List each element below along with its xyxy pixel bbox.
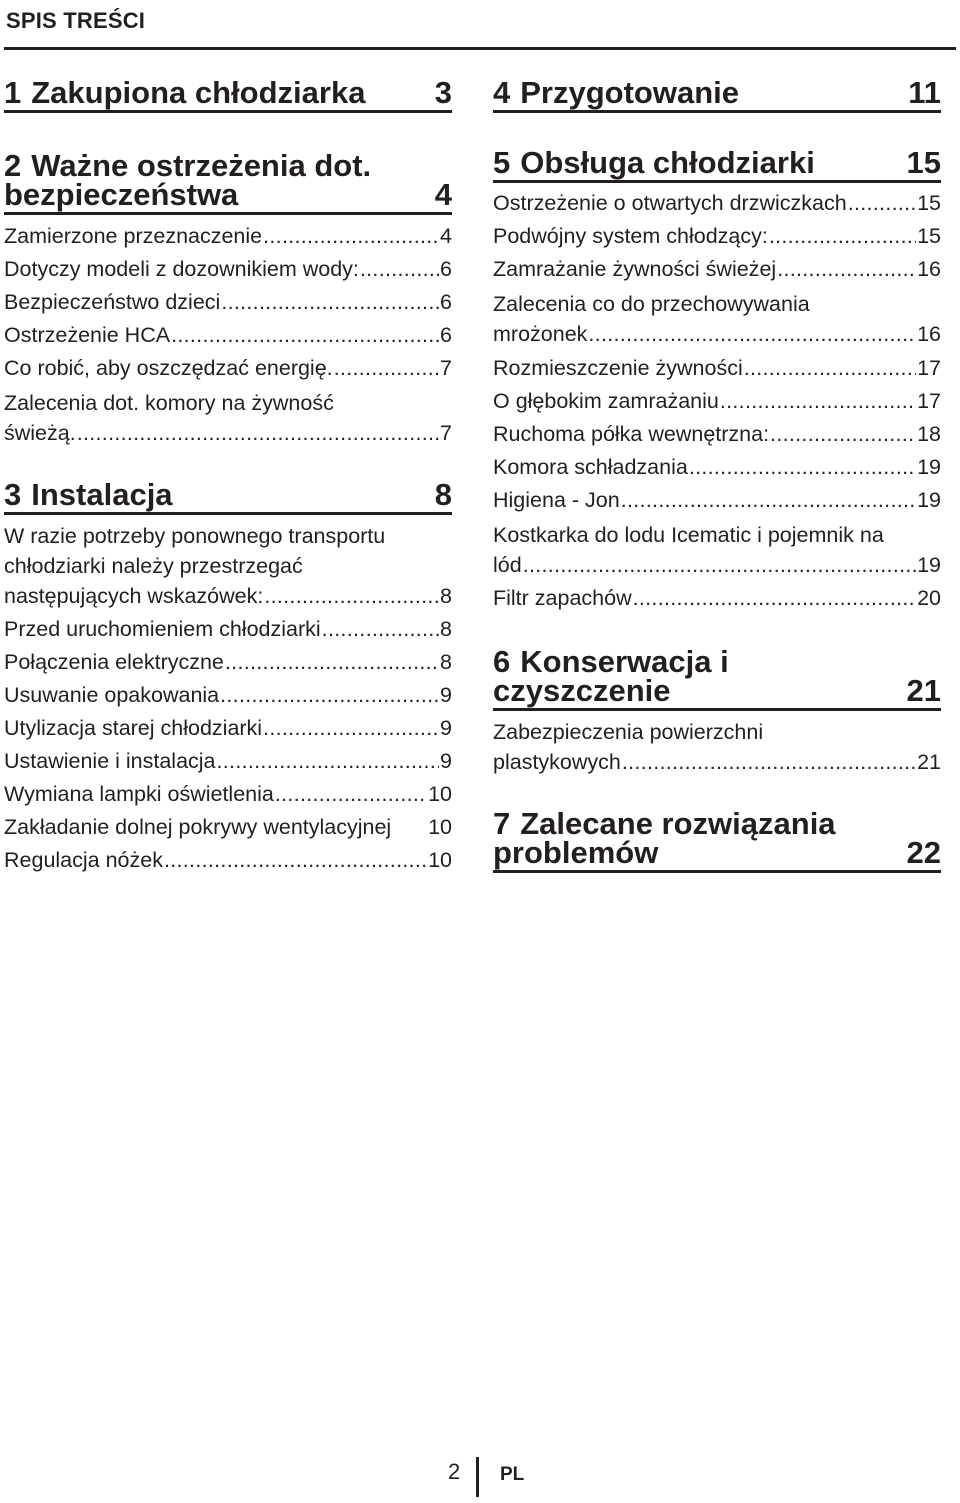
section-page: 4 [434, 177, 452, 212]
section-number: 7 [493, 806, 511, 841]
section-title-line2: bezpieczeństwa [4, 177, 239, 212]
toc-entry[interactable]: Wymiana lampki oświetlenia ..... 10 [4, 778, 452, 811]
toc-entry[interactable]: W razie potrzeby ponownego transportu chłodziarki należy przestrzegać następujących wskazówek: ..... 8 [4, 521, 452, 611]
section-page: 22 [906, 835, 941, 870]
toc-entry[interactable]: Przed uruchomieniem chłodziarki ..... 8 [4, 613, 452, 646]
toc-entry[interactable]: Dotyczy modeli z dozownikiem wody: ..... 6 [4, 253, 452, 286]
toc-entry[interactable]: Połączenia elektryczne ..... 8 [4, 646, 452, 679]
toc-entry[interactable]: Rozmieszczenie żywności ..... 17 [493, 352, 941, 385]
section-title-line2: problemów [493, 835, 659, 870]
section-page: 3 [434, 75, 452, 110]
toc-section-4[interactable] [493, 72, 941, 113]
section-number: 1 [4, 75, 22, 110]
toc-entry[interactable]: Ustawienie i instalacja ..... 9 [4, 745, 452, 778]
section-title: Zakupiona chłodziarka [31, 75, 366, 110]
toc-entry[interactable]: Ostrzeżenie HCA ..... 6 [4, 319, 452, 352]
toc-section-6[interactable] [493, 644, 941, 711]
page-title: SPIS TREŚCI [6, 8, 146, 33]
section-page: 8 [434, 477, 452, 512]
toc-entry[interactable]: Kostkarka do lodu Icematic i pojemnik na lód ..... 19 [493, 520, 941, 580]
toc-entry[interactable]: Usuwanie opakowania ..... 9 [4, 679, 452, 712]
section-number: 5 [493, 145, 511, 180]
toc-entry[interactable]: Ruchoma półka wewnętrzna: ..... 18 [493, 418, 941, 451]
section-page: 15 [906, 145, 941, 180]
section-number: 3 [4, 477, 22, 512]
section-3-entries [4, 521, 452, 877]
section-number: 4 [493, 75, 511, 110]
toc-entry[interactable]: Zabezpieczenia powierzchni plastykowych ..... 21 [493, 717, 941, 777]
section-title: Instalacja [31, 477, 173, 512]
toc-entry[interactable]: Regulacja nóżek ..... 10 [4, 844, 452, 877]
toc-right-column [493, 72, 941, 873]
section-6-entries [493, 717, 941, 777]
toc-entry[interactable]: Ostrzeżenie o otwartych drzwiczkach ..... 15 [493, 187, 941, 220]
toc-entry[interactable]: Zakładanie dolnej pokrywy wentylacyjnej 10 [4, 815, 452, 839]
section-title-line1: Zalecane rozwiązania [520, 806, 836, 841]
toc-entry[interactable]: O głębokim zamrażaniu ..... 17 [493, 385, 941, 418]
section-title: Obsługa chłodziarki [520, 145, 815, 180]
toc-entry[interactable]: Podwójny system chłodzący: ..... 15 [493, 220, 941, 253]
toc-entry[interactable]: Zalecenia co do przechowywania mrożonek ..... 16 [493, 289, 941, 349]
toc-entry[interactable]: Zalecenia dot. komory na żywność świeżą. ..... 7 [4, 388, 452, 448]
toc-entry[interactable]: Zamierzone przeznaczenie ..... 4 [4, 220, 452, 253]
toc-entry[interactable]: Co robić, aby oszczędzać energię. ..... 7 [4, 352, 452, 385]
toc-entry[interactable]: Utylizacja starej chłodziarki ..... 9 [4, 712, 452, 745]
section-number: 6 [493, 644, 511, 679]
section-page: 11 [908, 75, 941, 110]
toc-section-5[interactable] [493, 145, 941, 183]
toc-section-1[interactable] [4, 72, 452, 113]
toc-entry[interactable]: Higiena - Jon ..... 19 [493, 484, 941, 517]
toc-entry[interactable]: Bezpieczeństwo dzieci ..... 6 [4, 286, 452, 319]
page-number: 2 [448, 1459, 461, 1484]
section-title: Przygotowanie [520, 75, 740, 110]
footer-divider [476, 1457, 479, 1497]
section-title-line1: Konserwacja i [520, 644, 729, 679]
section-number: 2 [4, 148, 22, 183]
section-page: 21 [906, 673, 941, 708]
toc-entry[interactable]: Zamrażanie żywności świeżej ..... 16 [493, 253, 941, 286]
section-2-entries [4, 220, 452, 448]
language-code: PL [500, 1464, 525, 1485]
toc-entry[interactable]: Komora schładzania ..... 19 [493, 451, 941, 484]
toc-entry[interactable]: Filtr zapachów ..... 20 [493, 582, 941, 615]
section-5-entries [493, 187, 941, 615]
section-title-line1: Ważne ostrzeżenia dot. [31, 148, 372, 183]
toc-left-column [4, 72, 452, 877]
toc-section-7[interactable] [493, 806, 941, 873]
section-title-line2: czyszczenie [493, 673, 671, 708]
toc-section-3[interactable] [4, 477, 452, 515]
toc-section-2[interactable] [4, 148, 452, 215]
page-header [4, 6, 956, 50]
